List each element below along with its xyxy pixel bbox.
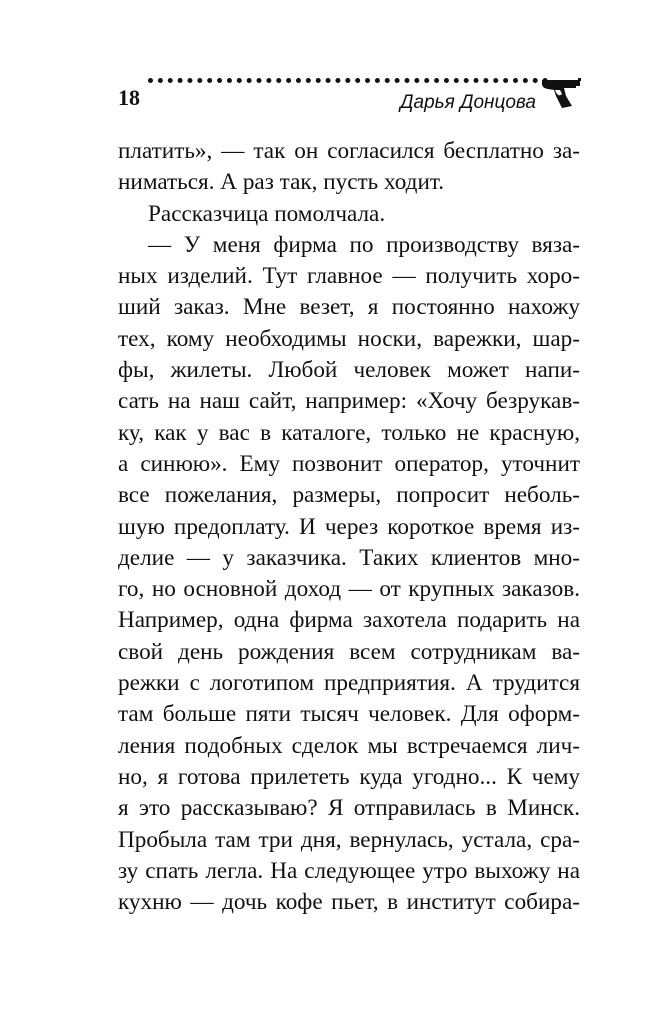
text-line: ных изделий. Тут главное — получить хоро- xyxy=(118,263,580,290)
text-line: фы, жилеты. Любой человек может напи- xyxy=(118,357,580,384)
text-line: ниматься. А раз так, пусть ходит. xyxy=(118,169,445,196)
text-line: — У меня фирма по производству вяза- xyxy=(148,231,580,258)
text-line: я это рассказываю? Я отправилась в Минск. xyxy=(118,795,580,822)
text-line: режки с логотипом предприятия. А трудится xyxy=(118,670,580,697)
text-line: Рассказчица помолчала. xyxy=(148,200,386,227)
page-header xyxy=(118,78,584,128)
text-line: ления подобных сделок мы встречаемся лич- xyxy=(118,732,580,759)
running-head-author: Дарья Донцова xyxy=(400,92,536,113)
body-text xyxy=(118,136,580,918)
text-line: платить», — так он согласился бесплатно за- xyxy=(118,138,580,164)
text-line: делие — у заказчика. Таких клиентов мно- xyxy=(118,544,580,571)
text-line: все пожелания, размеры, попросит неболь- xyxy=(118,482,580,509)
page-number: 18 xyxy=(118,85,140,110)
text-line: Например, одна фирма захотела подарить на xyxy=(118,607,580,634)
text-line: но, я готова прилететь куда угодно... К чему xyxy=(118,763,580,790)
text-line: кухню — дочь кофе пьет, в институт собира- xyxy=(118,889,580,916)
text-line: зу спать легла. На следующее утро выхожу на xyxy=(118,857,580,884)
text-line: шую предоплату. И через короткое время из- xyxy=(118,513,580,540)
text-line: го, но основной доход — от крупных заказов. xyxy=(118,576,580,603)
text-line: свой день рождения всем сотрудникам ва- xyxy=(118,638,580,665)
pistol-icon xyxy=(540,76,584,110)
text-line: ку, как у вас в каталоге, только не красную, xyxy=(118,419,580,446)
text-line: тех, кому необходимы носки, варежки, шар- xyxy=(118,325,580,352)
dotted-rule xyxy=(148,78,548,89)
text-line: там больше пяти тысяч человек. Для оформ- xyxy=(118,701,580,728)
text-line: ший заказ. Мне везет, я постоянно нахожу xyxy=(118,294,580,321)
text-line: а синюю». Ему позвонит оператор, уточнит xyxy=(118,450,580,477)
text-line: Пробыла там три дня, вернулась, устала, сра- xyxy=(118,826,580,853)
text-line: сать на наш сайт, например: «Хочу безрукав- xyxy=(118,388,580,415)
